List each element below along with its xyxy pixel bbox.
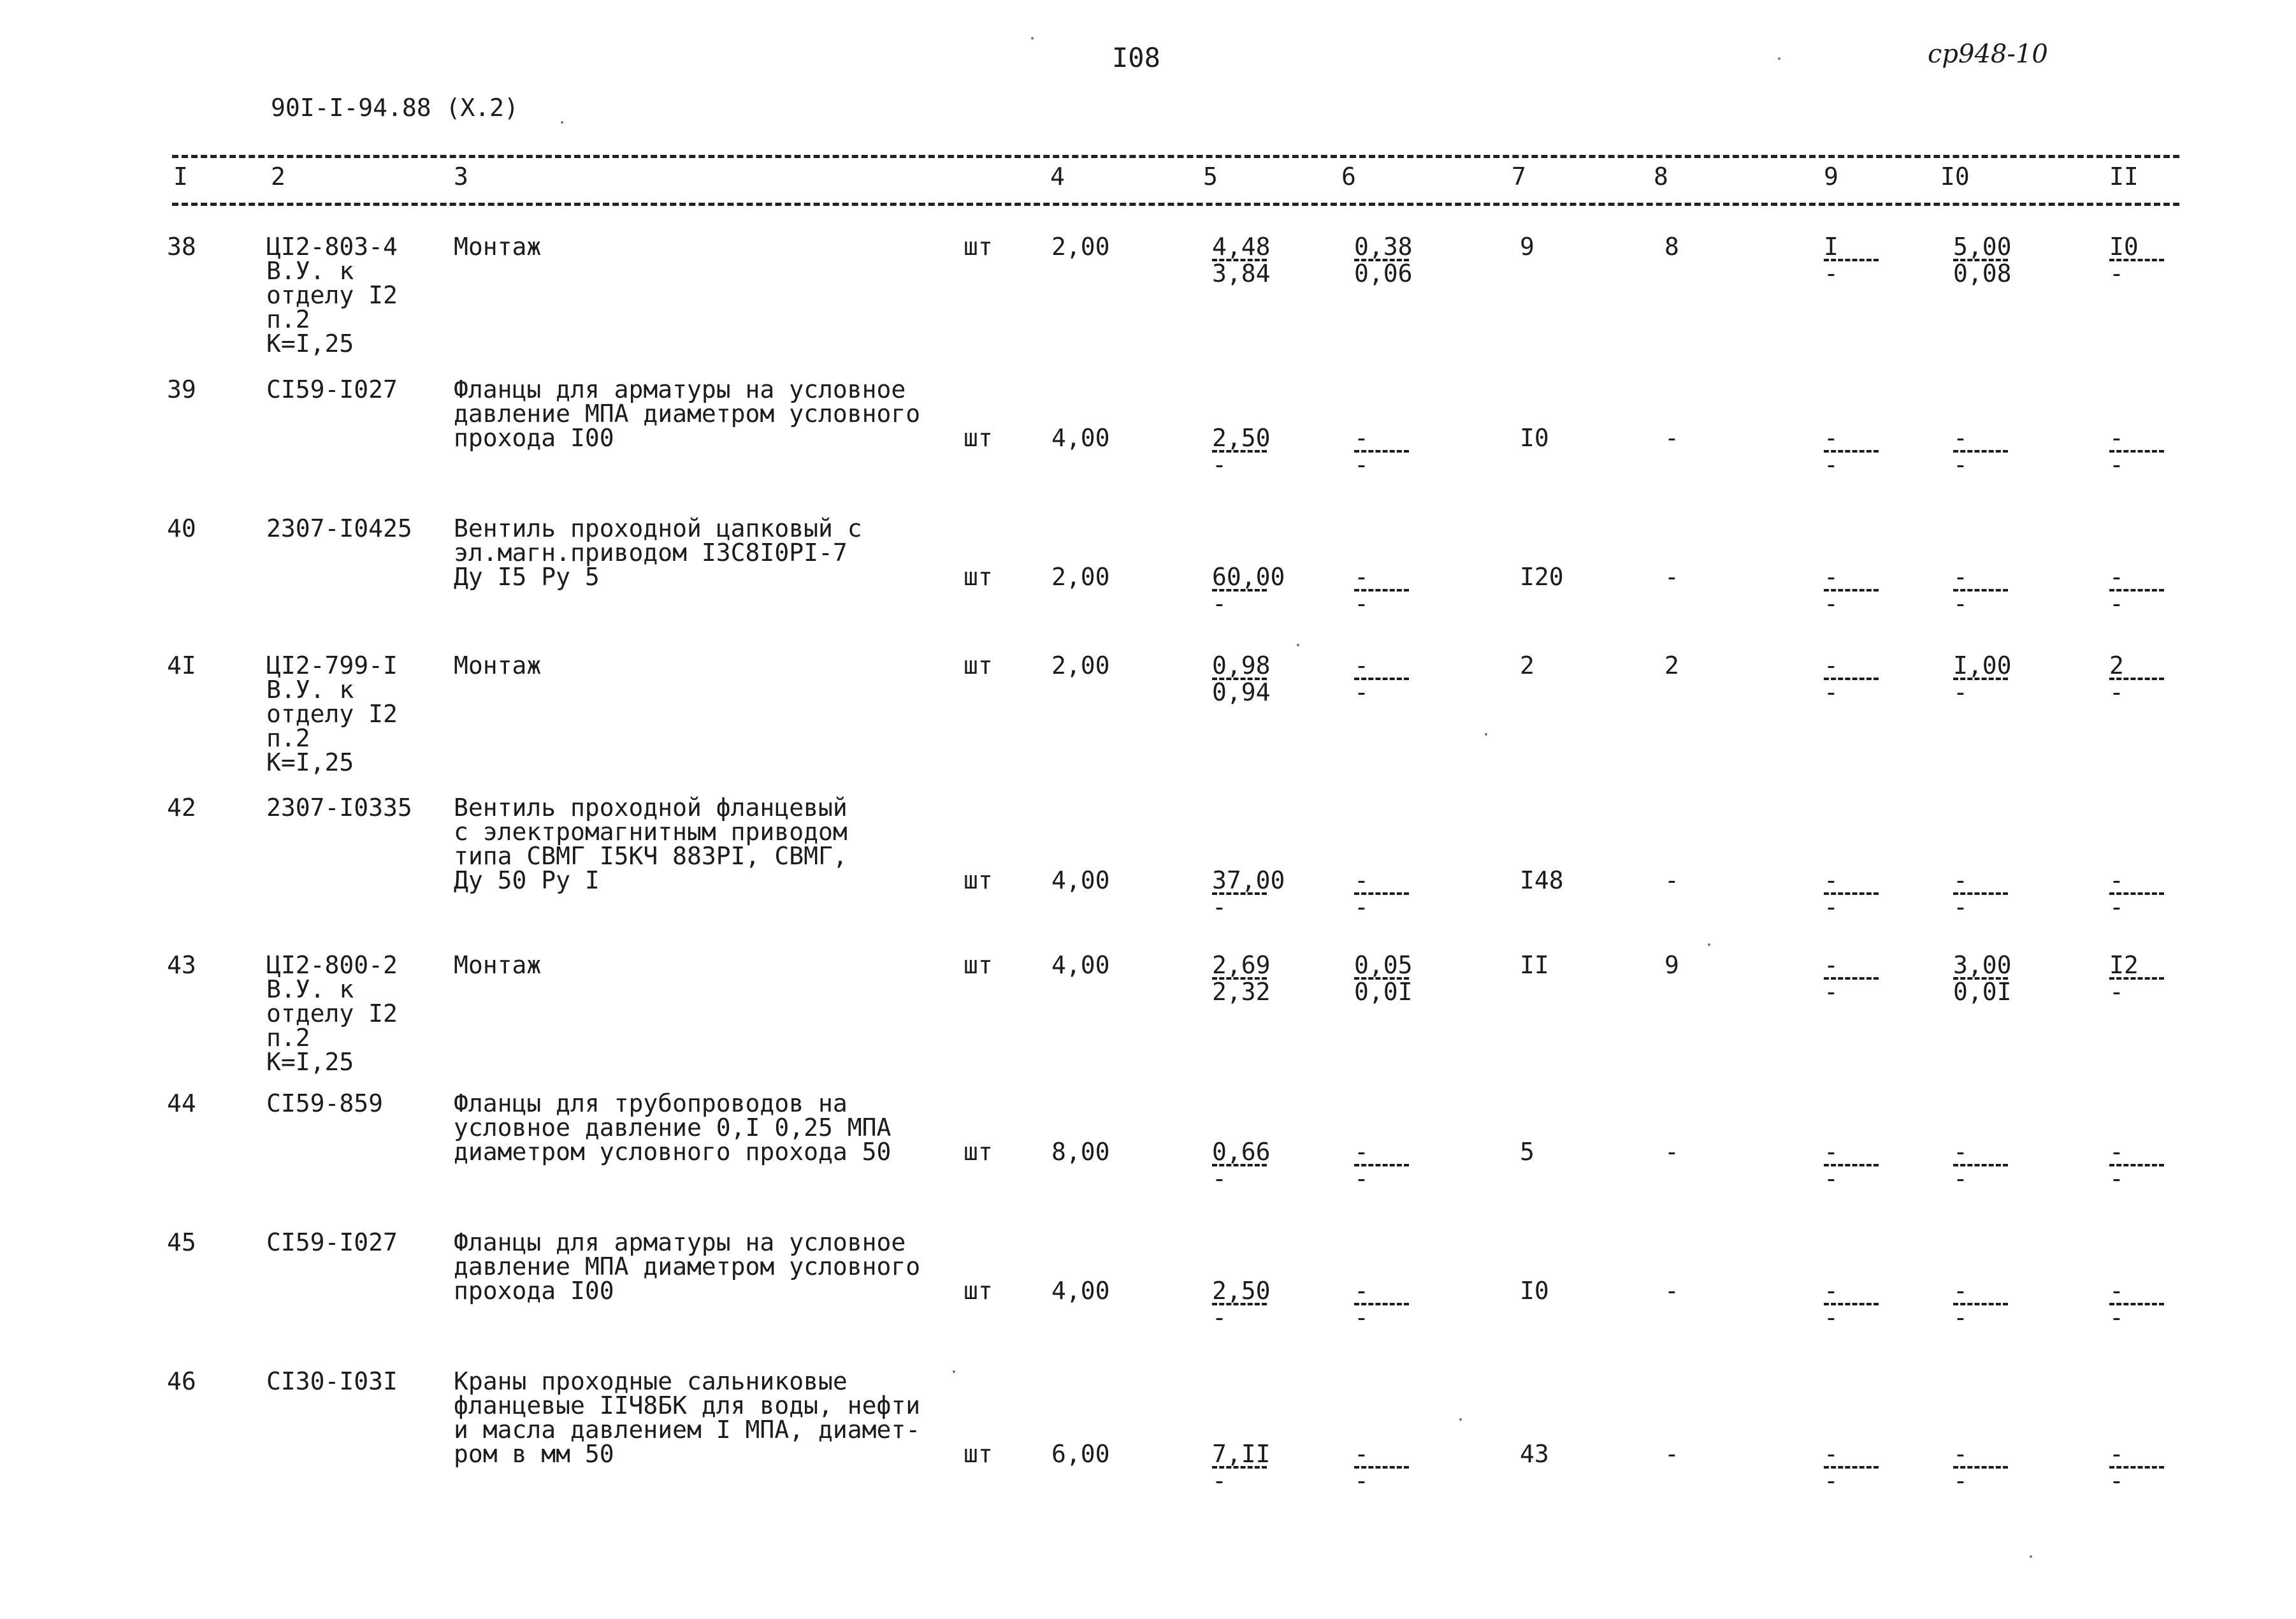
scan-speck [1708,943,1710,946]
column-header-8: 8 [1654,163,1668,191]
unit: шт [964,1277,993,1305]
row-number: 4I [167,651,196,679]
col8-value: 2 [1664,651,1679,679]
c9-fraction [1824,426,1900,477]
c9-fraction [1824,565,1900,616]
col7-value: II [1520,951,1549,979]
c10-denominator: - [1953,1467,1968,1495]
c6-fraction [1354,235,1431,286]
c10-fraction [1953,868,2030,919]
c5-denominator: 3,84 [1212,259,1271,287]
c5-denominator: - [1212,590,1227,618]
c9-denominator: - [1824,1467,1838,1495]
rate-code: CI30-I03I [266,1367,398,1395]
col8-value: - [1664,1138,1679,1166]
c10-fraction [1953,235,2030,286]
header-bottom-rule [172,203,2179,206]
scan-speck [2030,1555,2032,1558]
c10-numerator: - [1953,424,1968,452]
col7-value: 5 [1520,1138,1534,1166]
quantity: 4,00 [1051,1277,1110,1305]
column-header-6: 6 [1341,163,1356,191]
col8-value: - [1664,1277,1679,1305]
c9-denominator: - [1824,1165,1838,1193]
c5-denominator: - [1212,1467,1227,1495]
col8-value: - [1664,563,1679,591]
row-number: 43 [167,951,196,979]
c5-fraction [1212,1279,1289,1330]
page-number: I08 [1112,42,1160,73]
rate-code: CI59-859 [266,1089,384,1117]
c10-denominator: - [1953,451,1968,479]
unit: шт [964,951,993,979]
c5-fraction [1212,1442,1289,1493]
c6-numerator: - [1354,1277,1369,1305]
rate-code: 2307-I0425 [266,514,412,542]
c10-numerator: - [1953,1138,1968,1166]
c6-denominator: 0,0I [1354,978,1413,1006]
c9-fraction [1824,953,1900,1004]
c11-fraction [2109,426,2186,477]
c10-fraction [1953,1140,2030,1191]
c5-denominator: - [1212,893,1227,921]
c5-numerator: 0,98 [1212,651,1271,679]
column-header-5: 5 [1203,163,1218,191]
scan-speck [953,1370,955,1373]
c6-numerator: - [1354,866,1369,894]
c10-numerator: - [1953,1277,1968,1305]
column-header-7: 7 [1512,163,1526,191]
unit: шт [964,651,993,679]
col7-value: 2 [1520,651,1534,679]
quantity: 2,00 [1051,563,1110,591]
col8-value: 8 [1664,233,1679,261]
c9-fraction [1824,868,1900,919]
c9-numerator: - [1824,951,1838,979]
c10-numerator: - [1953,563,1968,591]
c11-denominator: - [2109,893,2124,921]
c5-fraction [1212,953,1289,1004]
c6-fraction [1354,1442,1431,1493]
row-number: 38 [167,233,196,261]
c11-denominator: - [2109,678,2124,706]
c6-numerator: - [1354,424,1369,452]
c6-numerator: 0,05 [1354,951,1413,979]
unit: шт [964,1440,993,1468]
row-number: 44 [167,1089,196,1117]
quantity: 8,00 [1051,1138,1110,1166]
scan-speck [1778,57,1780,60]
c6-fraction [1354,426,1431,477]
c6-numerator: - [1354,1440,1369,1468]
c9-numerator: - [1824,1440,1838,1468]
c6-fraction [1354,1279,1431,1330]
c6-fraction [1354,953,1431,1004]
c5-fraction [1212,653,1289,704]
c9-fraction [1824,1279,1900,1330]
c6-fraction [1354,565,1431,616]
c5-numerator: 2,50 [1212,424,1271,452]
c5-fraction [1212,426,1289,477]
c11-denominator: - [2109,978,2124,1006]
c5-numerator: 4,48 [1212,233,1271,261]
c11-fraction [2109,1442,2186,1493]
c11-numerator: I0 [2109,233,2139,261]
col7-value: 9 [1520,233,1534,261]
c6-numerator: - [1354,651,1369,679]
c11-fraction [2109,953,2186,1004]
c5-denominator: - [1212,1303,1227,1332]
c6-fraction [1354,1140,1431,1191]
c10-denominator: - [1953,1165,1968,1193]
c9-fraction [1824,653,1900,704]
c9-numerator: - [1824,563,1838,591]
c10-fraction [1953,426,2030,477]
c9-numerator: - [1824,651,1838,679]
c6-fraction [1354,653,1431,704]
c10-numerator: 5,00 [1953,233,2012,261]
scan-speck [561,121,563,124]
c11-numerator: 2 [2109,651,2124,679]
unit: шт [964,424,993,452]
c5-numerator: 2,69 [1212,951,1271,979]
column-header-11: II [2109,163,2139,191]
row-number: 45 [167,1228,196,1256]
work-description: Вентиль проходной цапковый с эл.магн.приводом I3C8I0PI-7 Ду I5 Ру 5 [454,514,862,591]
col7-value: I48 [1520,866,1564,894]
c10-fraction [1953,653,2030,704]
c6-denominator: - [1354,893,1369,921]
rate-code: 2307-I0335 [266,794,412,822]
quantity: 4,00 [1051,424,1110,452]
c5-numerator: 37,00 [1212,866,1285,894]
c9-denominator: - [1824,978,1838,1006]
c9-fraction [1824,1442,1900,1493]
c9-fraction [1824,1140,1900,1191]
work-description: Вентиль проходной фланцевый с электромагнитным приводом типа СВМГ I5КЧ 883PI, СВМГ, Ду 50 Ру I [454,794,848,894]
row-number: 40 [167,514,196,542]
c10-denominator: 0,08 [1953,259,2012,287]
c10-numerator: 3,00 [1953,951,2012,979]
c5-numerator: 2,50 [1212,1277,1271,1305]
c9-numerator: - [1824,1138,1838,1166]
rate-code: ЦI2-803-4 В.У. к отделу I2 п.2 К=I,25 [266,233,398,358]
c5-denominator: - [1212,1165,1227,1193]
work-description: Монтаж [454,951,542,979]
scan-speck [1485,733,1487,736]
work-description: Фланцы для арматуры на условное давление МПА диаметром условного прохода I00 [454,1228,921,1305]
c11-numerator: - [2109,866,2124,894]
work-description: Фланцы для трубопроводов на условное давление 0,I 0,25 МПА диаметром условного прохода 50 [454,1089,892,1166]
c5-numerator: 60,00 [1212,563,1285,591]
c5-denominator: 2,32 [1212,978,1271,1006]
c11-numerator: - [2109,424,2124,452]
c11-numerator: - [2109,1277,2124,1305]
c5-numerator: 0,66 [1212,1138,1271,1166]
header-top-rule [172,155,2179,158]
unit: шт [964,1138,993,1166]
c5-fraction [1212,1140,1289,1191]
c9-fraction [1824,235,1900,286]
c6-denominator: - [1354,590,1369,618]
work-description: Монтаж [454,233,542,261]
unit: шт [964,866,993,894]
col7-value: I20 [1520,563,1564,591]
work-description: Фланцы для арматуры на условное давление МПА диаметром условного прохода I00 [454,375,921,452]
column-header-3: 3 [454,163,468,191]
c5-fraction [1212,565,1289,616]
c10-denominator: - [1953,1303,1968,1332]
work-description: Краны проходные сальниковые фланцевые IIЧ8БК для воды, нефти и масла давлением I МПА, диамет- ром в мм 50 [454,1367,921,1468]
unit: шт [964,563,993,591]
c11-denominator: - [2109,1467,2124,1495]
column-header-2: 2 [271,163,285,191]
c11-denominator: - [2109,451,2124,479]
c10-fraction [1953,953,2030,1004]
rate-code: CI59-I027 [266,1228,398,1256]
c6-numerator: - [1354,1138,1369,1166]
c6-denominator: - [1354,678,1369,706]
c10-numerator: - [1953,1440,1968,1468]
c11-fraction [2109,565,2186,616]
c10-numerator: - [1953,866,1968,894]
c10-fraction [1953,1442,2030,1493]
scan-speck [1459,1418,1462,1421]
c5-denominator: - [1212,451,1227,479]
c5-fraction [1212,868,1289,919]
c10-denominator: - [1953,893,1968,921]
c6-denominator: - [1354,1303,1369,1332]
c6-numerator: 0,38 [1354,233,1413,261]
c11-fraction [2109,653,2186,704]
c6-denominator: 0,06 [1354,259,1413,287]
c11-denominator: - [2109,1303,2124,1332]
c6-denominator: - [1354,1165,1369,1193]
quantity: 6,00 [1051,1440,1110,1468]
c11-numerator: - [2109,1138,2124,1166]
c6-numerator: - [1354,563,1369,591]
c9-denominator: - [1824,678,1838,706]
row-number: 42 [167,794,196,822]
c6-denominator: - [1354,451,1369,479]
c9-denominator: - [1824,259,1838,287]
c10-fraction [1953,1279,2030,1330]
column-header-4: 4 [1050,163,1065,191]
archive-number: cp948-10 [1928,40,2048,69]
col8-value: - [1664,866,1679,894]
scan-speck [1297,644,1299,646]
quantity: 4,00 [1051,866,1110,894]
c9-numerator: - [1824,1277,1838,1305]
c11-fraction [2109,235,2186,286]
c6-denominator: - [1354,1467,1369,1495]
rate-code: ЦI2-799-I В.У. к отделу I2 п.2 К=I,25 [266,651,398,776]
rate-code: CI59-I027 [266,375,398,403]
c5-fraction [1212,235,1289,286]
c10-denominator: - [1953,590,1968,618]
col8-value: - [1664,424,1679,452]
c6-fraction [1354,868,1431,919]
col7-value: I0 [1520,1277,1549,1305]
col7-value: I0 [1520,424,1549,452]
row-number: 46 [167,1367,196,1395]
c10-numerator: I,00 [1953,651,2012,679]
c9-denominator: - [1824,1303,1838,1332]
work-description: Монтаж [454,651,542,679]
quantity: 2,00 [1051,651,1110,679]
c11-numerator: - [2109,563,2124,591]
scan-speck [1031,37,1034,40]
rate-code: ЦI2-800-2 В.У. к отделу I2 п.2 К=I,25 [266,951,398,1076]
c10-fraction [1953,565,2030,616]
col8-value: 9 [1664,951,1679,979]
c9-denominator: - [1824,590,1838,618]
column-header-10: I0 [1940,163,1970,191]
c11-fraction [2109,1279,2186,1330]
c9-numerator: I [1824,233,1838,261]
c10-denominator: 0,0I [1953,978,2012,1006]
c9-numerator: - [1824,424,1838,452]
c9-denominator: - [1824,451,1838,479]
quantity: 4,00 [1051,951,1110,979]
c11-fraction [2109,868,2186,919]
c5-numerator: 7,II [1212,1440,1271,1468]
c11-fraction [2109,1140,2186,1191]
col7-value: 43 [1520,1440,1549,1468]
c9-denominator: - [1824,893,1838,921]
quantity: 2,00 [1051,233,1110,261]
c11-denominator: - [2109,1165,2124,1193]
c11-denominator: - [2109,590,2124,618]
column-header-1: I [173,163,188,191]
unit: шт [964,233,993,261]
c5-denominator: 0,94 [1212,678,1271,706]
c10-denominator: - [1953,678,1968,706]
c11-numerator: I2 [2109,951,2139,979]
c9-numerator: - [1824,866,1838,894]
row-number: 39 [167,375,196,403]
column-header-9: 9 [1824,163,1838,191]
col8-value: - [1664,1440,1679,1468]
c11-numerator: - [2109,1440,2124,1468]
document-code: 90I-I-94.88 (X.2) [271,94,519,122]
c11-denominator: - [2109,259,2124,287]
